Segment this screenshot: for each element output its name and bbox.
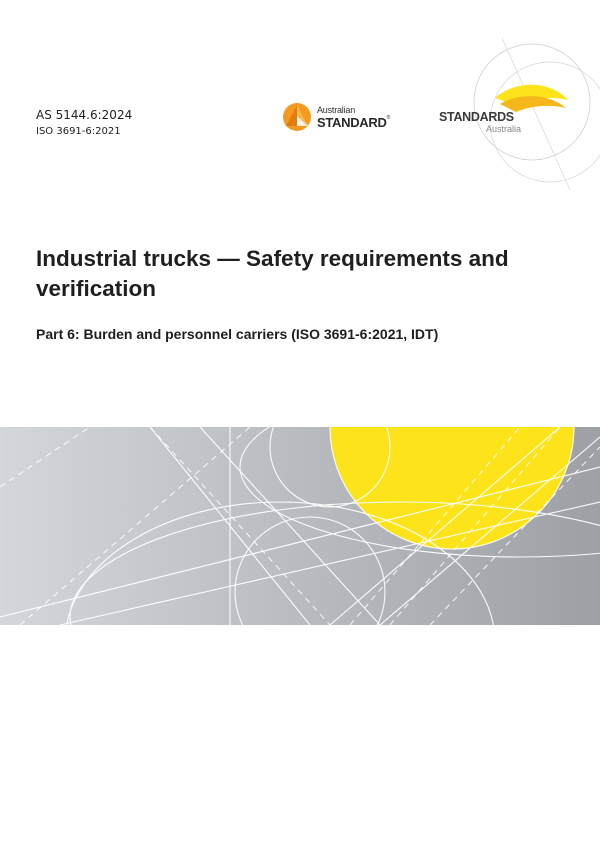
registered-mark: ®: [386, 115, 390, 121]
document-title: Industrial trucks — Safety requirements and verification: [36, 246, 509, 301]
standard-code: AS 5144.6:2024: [36, 108, 133, 122]
standard-code-block: [36, 108, 132, 139]
document-subtitle: Part 6: Burden and personnel carriers (ISO 3691-6:2021, IDT): [36, 326, 439, 342]
australian-standard-logo: [282, 102, 402, 136]
standards-australia-word: STANDARDS: [439, 110, 514, 124]
standards-australia-sub: Australia: [486, 124, 522, 134]
iso-code: ISO 3691-6:2021: [36, 126, 121, 137]
decorative-geometric-band: [0, 427, 600, 625]
logo-text-standard: STANDARD®: [317, 115, 390, 130]
australian-standard-mark-icon: [282, 102, 312, 132]
logo-text-australian: Australian: [317, 105, 356, 115]
